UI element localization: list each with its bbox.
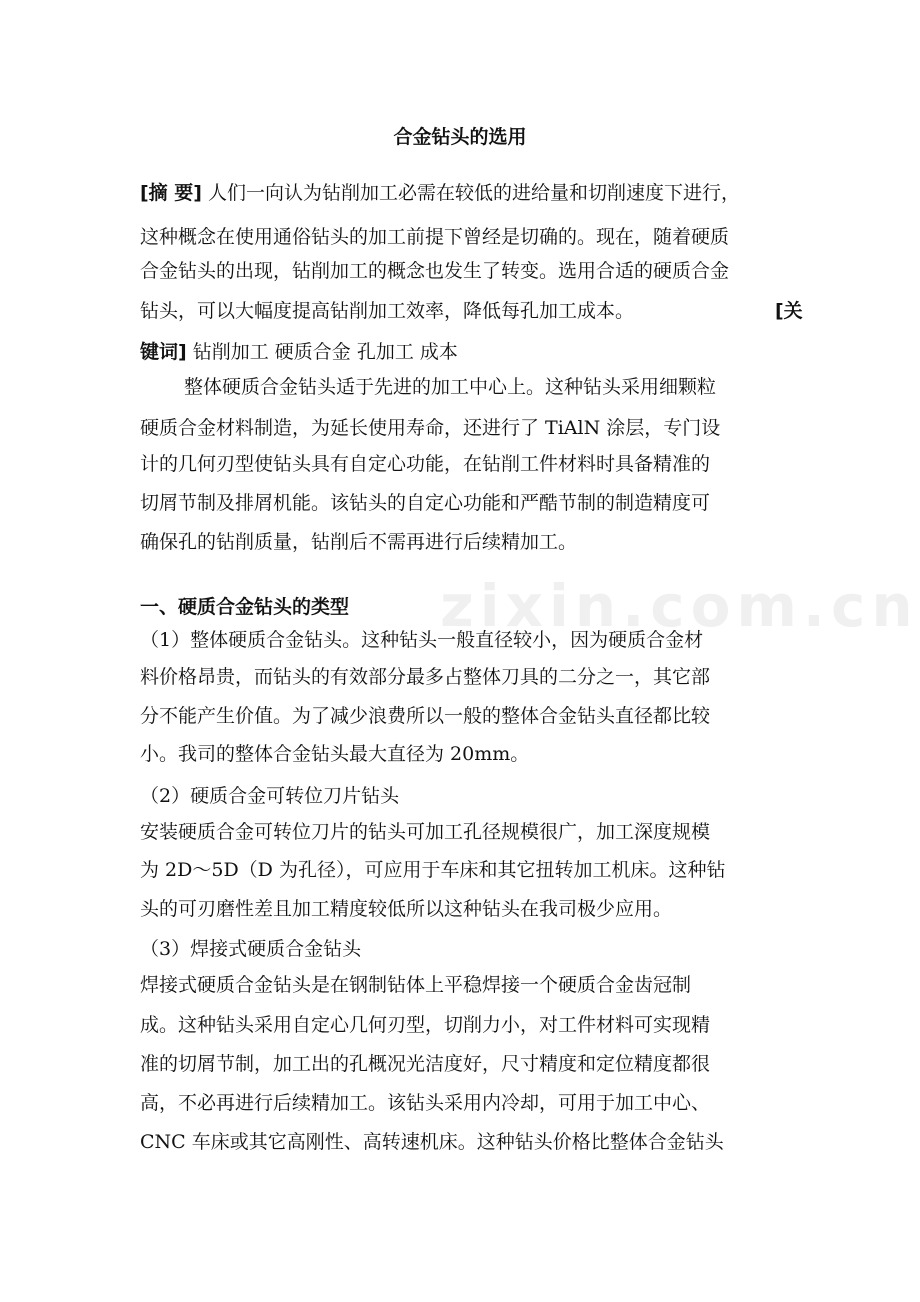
abstract-line-2: 这种概念在使用通俗钻头的加工前提下曾经是切确的。现在，随着硬质 [140, 226, 730, 248]
keywords-label-part1: [关 [775, 300, 803, 322]
watermark: zixin.com.cn [440, 572, 919, 640]
item1-line-1: （1）整体硬质合金钻头。这种钻头一般直径较小，因为硬质合金材 [140, 629, 704, 651]
item3-line-4: 高，不必再进行后续精加工。该钻头采用内冷却，可用于加工中心、 [140, 1092, 711, 1114]
item3-line-2: 成。这种钻头采用自定心几何刃型，切削力小，对工件材料可实现精 [140, 1014, 711, 1036]
item2-line-2: 为 2D～5D（D 为孔径），可应用于车床和其它扭转加工机床。这种钻 [140, 859, 726, 881]
intro-line-1: 整体硬质合金钻头适于先进的加工中心上。这种钻头采用细颗粒 [184, 376, 717, 398]
intro-line-4: 切屑节制及排屑机能。该钻头的自定心功能和严酷节制的制造精度可 [140, 492, 711, 514]
item1-line-3: 分不能产生价值。为了减少浪费所以一般的整体合金钻头直径都比较 [140, 705, 711, 727]
item1-line-2: 料价格昂贵，而钻头的有效部分最多占整体刀具的二分之一，其它部 [140, 666, 711, 688]
item2-line-1: 安装硬质合金可转位刀片的钻头可加工孔径规模很广，加工深度规模 [140, 821, 711, 843]
item3-line-5: CNC 车床或其它高刚性、高转速机床。这种钻头价格比整体合金钻头 [140, 1131, 724, 1153]
item2-title: （2）硬质合金可转位刀片钻头 [140, 785, 400, 807]
abstract-label: [摘 要] [140, 182, 202, 204]
abstract-line-4: 钻头，可以大幅度提高钻削加工效率，降低每孔加工成本。 [140, 300, 635, 322]
keywords-label-part2: 键词] [140, 341, 187, 363]
section-heading: 一、硬质合金钻头的类型 [140, 596, 350, 618]
intro-line-5: 确保孔的钻削质量，钻削后不需再进行后续精加工。 [140, 531, 578, 553]
item3-line-1: 焊接式硬质合金钻头是在钢制钻体上平稳焊接一个硬质合金齿冠制 [140, 974, 692, 996]
keywords-text: 钻削加工 硬质合金 孔加工 成本 [192, 341, 458, 363]
item3-line-3: 准的切屑节制，加工出的孔概况光洁度好，尺寸精度和定位精度都很 [140, 1053, 711, 1075]
item3-title: （3）焊接式硬质合金钻头 [140, 938, 362, 960]
abstract-text-1: 人们一向认为钻削加工必需在较低的进给量和切削速度下进行， [208, 182, 741, 204]
document-title: 合金钻头的选用 [393, 126, 527, 148]
intro-line-3: 计的几何刃型使钻头具有自定心功能，在钻削工件材料时具备精准的 [140, 453, 711, 475]
keywords-line [140, 340, 458, 364]
item1-line-4: 小。我司的整体合金钻头最大直径为 20mm。 [140, 743, 530, 765]
intro-line-2: 硬质合金材料制造，为延长使用寿命，还进行了 TiAlN 涂层，专门设 [140, 417, 721, 439]
item2-line-3: 头的可刃磨性差且加工精度较低所以这种钻头在我司极少应用。 [140, 898, 673, 920]
abstract-line-1 [140, 181, 740, 205]
abstract-line-3: 合金钻头的出现，钻削加工的概念也发生了转变。选用合适的硬质合金 [140, 260, 730, 282]
